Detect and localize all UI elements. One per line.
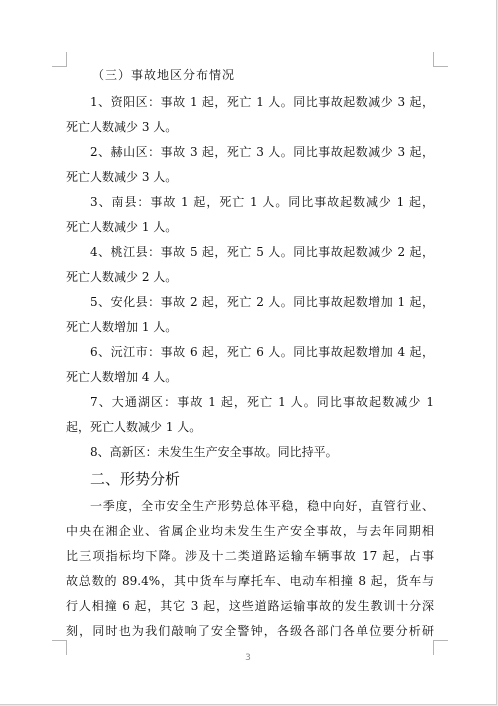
list-item bbox=[66, 290, 434, 340]
item-line: 4、桃江县：事故 5 起，死亡 5 人。同比事故起数减少 2 起， bbox=[90, 245, 434, 259]
item-line: 8、高新区：未发生生产安全事故。同比持平。 bbox=[90, 445, 338, 459]
paragraph bbox=[66, 494, 434, 644]
list-item bbox=[66, 340, 434, 390]
list-item bbox=[66, 240, 434, 290]
section-heading: （三）事故地区分布情况 bbox=[92, 68, 236, 82]
paragraph-line: 故总数的 89.4%，其中货车与摩托车、电动车相撞 8 起，货车与 bbox=[66, 574, 434, 588]
item-line: 5、安化县：事故 2 起，死亡 2 人。同比事故起数增加 1 起， bbox=[90, 295, 434, 309]
item-line: 起，死亡人数减少 1 人。 bbox=[66, 420, 202, 434]
paragraph-line: 刻，同时也为我们敲响了安全警钟，各级各部门各单位要分析研 bbox=[66, 624, 434, 638]
item-line: 死亡人数减少 3 人。 bbox=[66, 120, 178, 134]
item-line: 死亡人数增加 1 人。 bbox=[66, 320, 178, 334]
paragraph-line: 一季度，全市安全生产形势总体平稳，稳中向好，直管行业、 bbox=[90, 499, 434, 513]
margin-mark-top-right bbox=[433, 52, 448, 67]
list-item bbox=[66, 140, 434, 190]
list-item bbox=[66, 440, 434, 465]
item-line: 6、沅江市：事故 6 起，死亡 6 人。同比事故起数增加 4 起， bbox=[90, 345, 434, 359]
paragraph-line: 中央在湘企业、省属企业均未发生生产安全事故，与去年同期相 bbox=[66, 524, 434, 538]
paragraph-line: 行人相撞 6 起，其它 3 起，这些道路运输事故的发生教训十分深 bbox=[66, 599, 434, 613]
item-line: 2、赫山区：事故 3 起，死亡 3 人。同比事故起数减少 3 起， bbox=[90, 145, 434, 159]
item-line: 死亡人数减少 2 人。 bbox=[66, 270, 178, 284]
page-number: 3 bbox=[245, 653, 251, 663]
item-line: 7、大通湖区：事故 1 起，死亡 1 人。同比事故起数减少 1 bbox=[90, 395, 434, 409]
list-item bbox=[66, 190, 434, 240]
item-line: 死亡人数增加 4 人。 bbox=[66, 370, 178, 384]
item-line: 死亡人数减少 1 人。 bbox=[66, 220, 178, 234]
list-item bbox=[66, 390, 434, 440]
item-line: 死亡人数减少 3 人。 bbox=[66, 170, 178, 184]
paragraph-line: 比三项指标均下降。涉及十二类道路运输车辆事故 17 起，占事 bbox=[66, 549, 434, 563]
section-heading-2: 二、形势分析 bbox=[90, 470, 181, 488]
margin-mark-top-left bbox=[52, 52, 67, 67]
item-line: 1、资阳区：事故 1 起，死亡 1 人。同比事故起数减少 3 起， bbox=[90, 95, 434, 109]
list-item bbox=[66, 90, 434, 140]
item-line: 3、南县：事故 1 起，死亡 1 人。同比事故起数减少 1 起， bbox=[90, 195, 434, 209]
